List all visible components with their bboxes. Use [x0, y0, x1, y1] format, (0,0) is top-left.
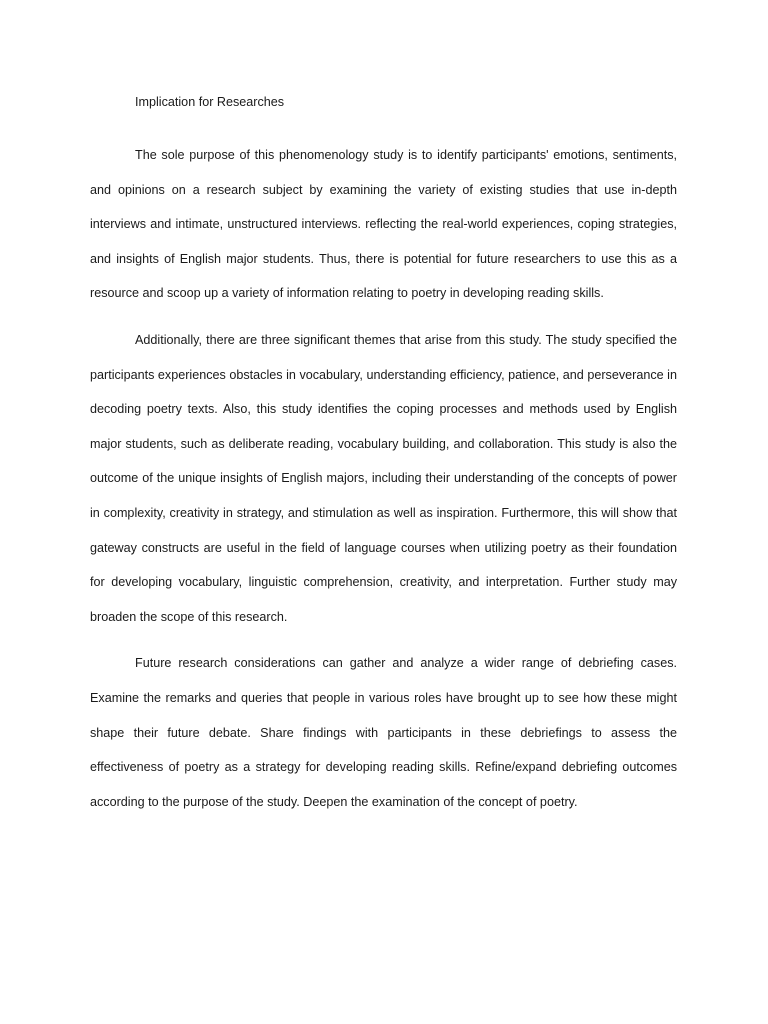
paragraph-future-research: Future research considerations can gather and analyze a wider range of debriefing cases. Examine the remarks and queries that people in various roles have brought up to see how these might shape their future debate. Share findings with participants in these debriefings to assess the effectiveness of poetry as a strategy for developing reading skills. Refine/expand debriefing outcomes according to the purpose of the study. Deepen the examination of the concept of poetry.	[90, 656, 677, 809]
section-heading: Implication for Researches	[135, 95, 285, 109]
paragraph-purpose: The sole purpose of this phenomenology study is to identify participants' emotions, sentiments, and opinions on a research subject by examining the variety of existing studies that use in-depth interviews and intimate, unstructured interviews. reflecting the real-world experiences, coping strategies, and insights of English major students. Thus, there is potential for future researchers to use this as a resource and scoop up a variety of information relating to poetry in developing reading skills.	[90, 148, 677, 301]
paragraph-themes: Additionally, there are three significant themes that arise from this study. The study specified the participants experiences obstacles in vocabulary, understanding efficiency, patience, and perseverance in decoding poetry texts. Also, this study identifies the coping processes and methods used by English major students, such as deliberate reading, vocabulary building, and collaboration. This study is also the outcome of the unique insights of English majors, including their understanding of the concepts of power in complexity, creativity in strategy, and stimulation as well as inspiration. Furthermore, this will show that gateway constructs are useful in the field of language courses when utilizing poetry as their foundation for developing vocabulary, linguistic comprehension, creativity, and interpretation. Further study may broaden the scope of this research.	[90, 332, 677, 624]
document-body	[90, 91, 677, 819]
